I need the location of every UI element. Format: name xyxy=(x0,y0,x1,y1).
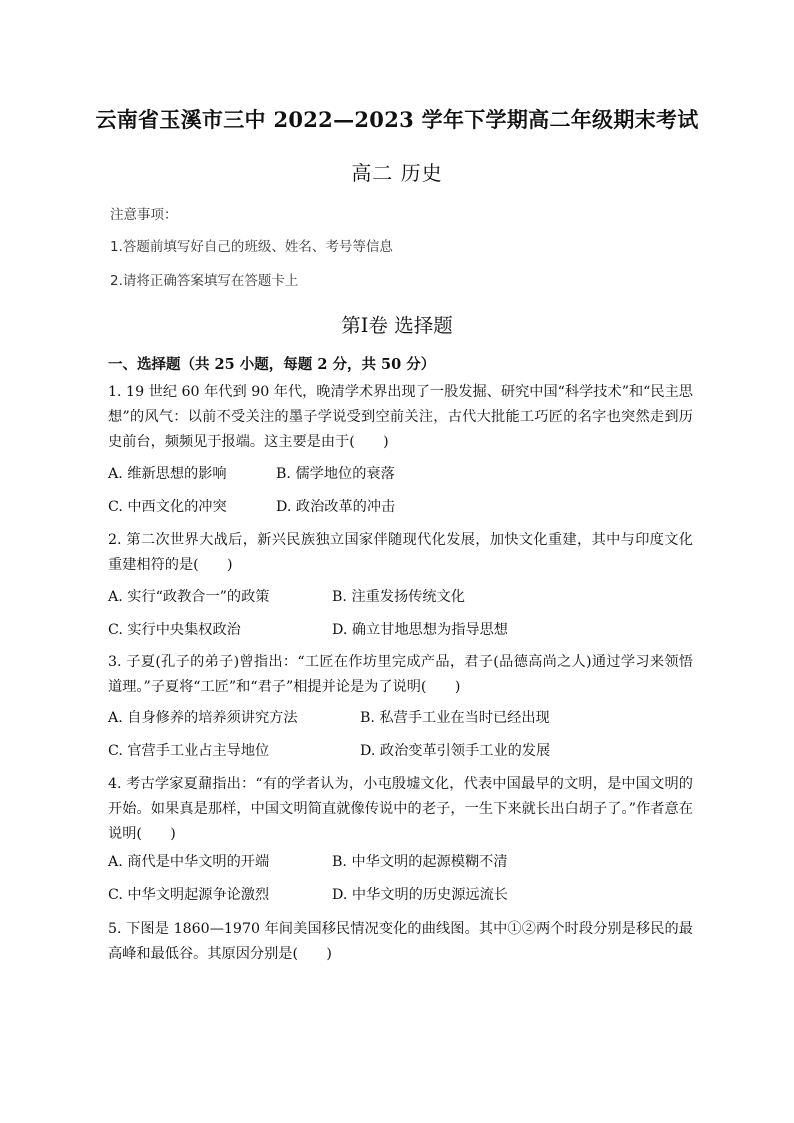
exam-subtitle: 高二 历史 xyxy=(351,161,443,185)
option-a: A. 自身修养的培养须讲究方法 xyxy=(108,710,298,726)
option-c: C. 官营手工业占主导地位 xyxy=(108,743,270,759)
option-d: D. 中华文明的历史源远流长 xyxy=(332,887,508,903)
notes-heading: 注意事项： xyxy=(110,207,178,223)
part-heading: 一、选择题（共 25 小题，每题 2 分，共 50 分） xyxy=(108,356,436,373)
option-d: D. 确立甘地思想为指导思想 xyxy=(332,622,508,638)
option-b: B. 私营手工业在当时已经出现 xyxy=(360,710,550,726)
exam-title: 云南省玉溪市三中 2022—2023 学年下学期高二年级期末考试 xyxy=(95,107,699,132)
option-c: C. 实行中央集权政治 xyxy=(108,622,241,638)
option-b: B. 中华文明的起源模糊不清 xyxy=(332,854,508,870)
option-a: A. 实行“政教合一”的政策 xyxy=(108,589,270,605)
section-title: 第Ⅰ卷 选择题 xyxy=(341,314,453,337)
note-item: 2.请将正确答案填写在答题卡上 xyxy=(110,273,299,289)
question-stem: 4. 考古学家夏鼐指出：“有的学者认为，小屯殷墟文化，代表中国最早的文明，是中国文明的开始。如果真是那样，中国文明简直就像传说中的老子，一生下来就长出白胡子了。”作者意在说明( ) xyxy=(108,776,693,842)
question-stem: 2. 第二次世界大战后，新兴民族独立国家伴随现代化发展，加快文化重建，其中与印度文化重建相符的是( ) xyxy=(108,532,693,573)
option-a: A. 维新思想的影响 xyxy=(108,466,227,482)
question-stem: 5. 下图是 1860—1970 年间美国移民情况变化的曲线图。其中①②两个时段分别是移民的最高峰和最低谷。其原因分别是( ) xyxy=(108,921,693,962)
note-item: 1.答题前填写好自己的班级、姓名、考号等信息 xyxy=(110,239,393,255)
option-d: D. 政治改革的冲击 xyxy=(276,499,396,515)
option-b: B. 儒学地位的衰落 xyxy=(276,466,395,482)
option-a: A. 商代是中华文明的开端 xyxy=(108,854,270,870)
option-b: B. 注重发扬传统文化 xyxy=(332,589,465,605)
option-c: C. 中西文化的冲突 xyxy=(108,499,227,515)
option-c: C. 中华文明起源争论激烈 xyxy=(108,887,270,903)
option-d: D. 政治变革引领手工业的发展 xyxy=(360,743,551,759)
question-stem: 1. 19 世纪 60 年代到 90 年代，晚清学术界出现了一股发掘、研究中国“科学技术”和“民主思想”的风气：以前不受关注的墨子学说受到空前关注，古代大批能工巧匠的名字也突然走到历史前台，频频见于报端。这主要是由于( ) xyxy=(108,384,693,450)
question-stem: 3. 子夏(孔子的弟子)曾指出：“工匠在作坊里完成产品，君子(品德高尚之人)通过学习来领悟道理。”子夏将“工匠”和“君子”相提并论是为了说明( ) xyxy=(108,654,693,695)
